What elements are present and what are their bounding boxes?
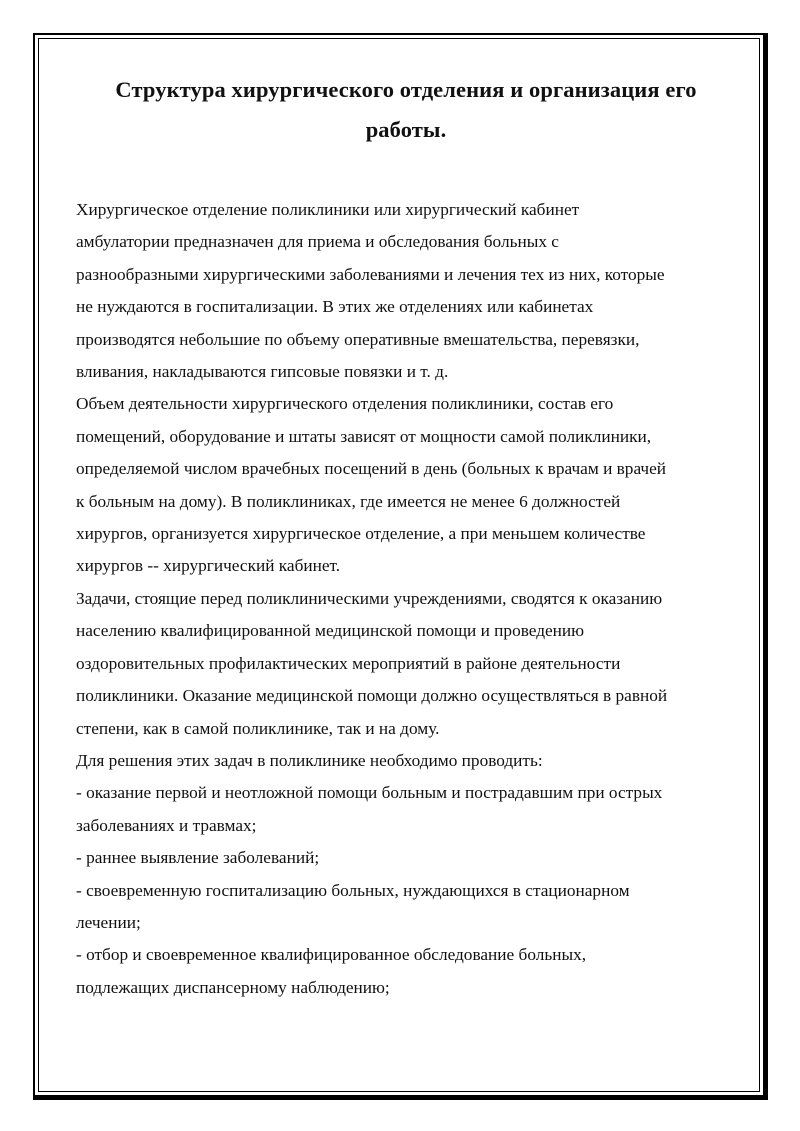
text-line: не нуждаются в госпитализации. В этих же отделениях или кабинетах (76, 297, 594, 317)
text-line: определяемой числом врачебных посещений в день (больных к врачам и врачей (76, 459, 667, 479)
text-line: хирургов, организуется хирургическое отделение, а при меньшем количестве (76, 524, 646, 544)
text-line: разнообразными хирургическими заболеваниями и лечения тех из них, которые (76, 264, 665, 284)
text-line: Хирургическое отделение поликлиники или хирургический кабинет (76, 200, 580, 219)
text-line: оздоровительных профилактических мероприятий в районе деятельности (76, 653, 621, 673)
text-line: вливания, накладываются гипсовые повязки и т. д. (76, 362, 449, 382)
text-line: Задачи, стоящие перед поликлиническими учреждениями, сводятся к оказанию (76, 588, 663, 608)
document-body (76, 194, 736, 1004)
text-line: Для решения этих задач в поликлинике необходимо проводить: (76, 750, 543, 770)
document-title (76, 70, 736, 150)
title-line-1: Структура хирургического отделения и организация его (115, 77, 697, 102)
text-line: степени, как в самой поликлинике, так и на дому. (76, 718, 440, 738)
text-line: поликлиники. Оказание медицинской помощи должно осуществляться в равной (76, 686, 668, 706)
list-item: - своевременную госпитализацию больных, нуждающихся в стационарном (76, 880, 630, 900)
document-content (76, 70, 736, 1004)
list-item: - раннее выявление заболеваний; (76, 848, 320, 868)
text-line: населению квалифицированной медицинской помощи и проведению (76, 621, 585, 641)
text-line: производятся небольшие по объему оперативные вмешательства, перевязки, (76, 329, 640, 349)
title-line-2: работы. (365, 117, 447, 142)
list-item: - отбор и своевременное квалифицированное обследование больных, (76, 945, 587, 965)
text-line: амбулатории предназначен для приема и обследования больных с (76, 232, 559, 252)
list-item: - оказание первой и неотложной помощи больным и пострадавшим при острых (76, 783, 663, 803)
list-item-continuation: заболеваниях и травмах; (76, 815, 257, 835)
list-item-continuation: подлежащих диспансерному наблюдению; (76, 977, 390, 997)
text-line: хирургов -- хирургический кабинет. (76, 556, 341, 576)
text-line: к больным на дому). В поликлиниках, где имеется не менее 6 должностей (76, 491, 621, 511)
text-line: помещений, оборудование и штаты зависят от мощности самой поликлиники, (76, 426, 652, 446)
list-item-continuation: лечении; (76, 912, 141, 932)
text-line: Объем деятельности хирургического отделения поликлиники, состав его (76, 394, 614, 414)
